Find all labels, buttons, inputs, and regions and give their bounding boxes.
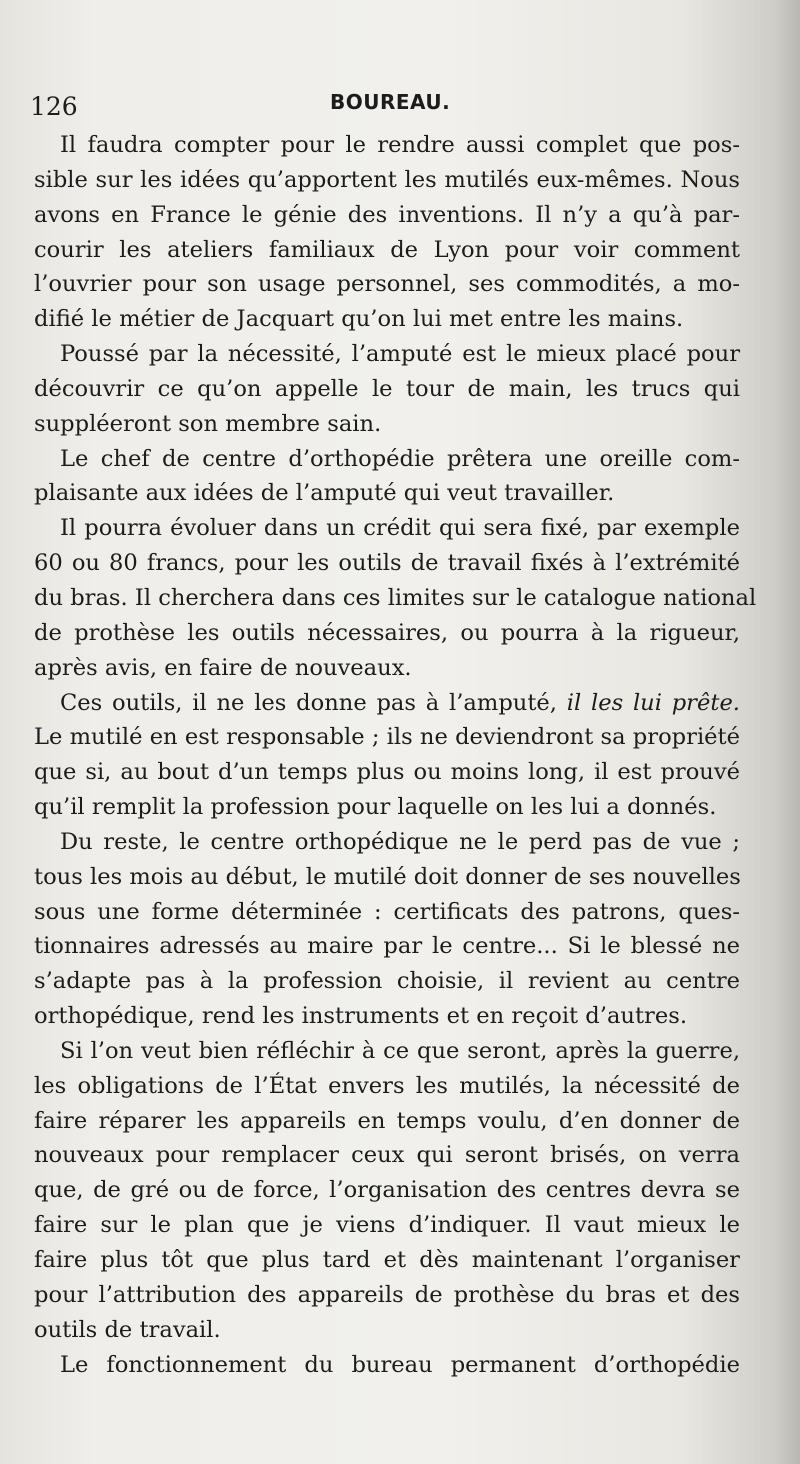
text-line: sible sur les idées qu’apportent les mutilés eux-mêmes. Nous	[34, 166, 740, 193]
text-line: après avis, en faire de nouveaux.	[34, 654, 412, 681]
text-line: Si l’on veut bien réfléchir à ce que seront, après la guerre,	[60, 1037, 740, 1064]
text-line: faire plus tôt que plus tard et dès maintenant l’organiser	[34, 1247, 740, 1273]
text-line: plaisante aux idées de l’amputé qui veut travailler.	[34, 480, 615, 507]
paragraph	[34, 686, 740, 825]
text-line: faire réparer les appareils en temps voulu, d’en donner de	[34, 1107, 740, 1134]
text-line: Du reste, le centre orthopédique ne le perd pas de vue ;	[60, 828, 740, 855]
text-line: Il pourra évoluer dans un crédit qui sera fixé, par exemple	[60, 515, 740, 542]
emphasis: il les lui prête.	[566, 689, 740, 716]
text-line: que, de gré ou de force, l’organisation des centres devra se	[34, 1177, 740, 1204]
text-line: Ces outils, il ne les donne pas à l’amputé, il les lui prête.	[60, 689, 740, 716]
text-line: s’adapte pas à la profession choisie, il revient au centre	[34, 968, 740, 995]
text-line: que si, au bout d’un temps plus ou moins long, il est prouvé	[34, 759, 740, 786]
paragraph	[34, 825, 740, 1034]
text-line: l’ouvrier pour son usage personnel, ses commodités, a mo-	[34, 271, 740, 298]
page-number: 126	[30, 92, 78, 121]
body-text	[34, 128, 757, 1382]
paragraph	[34, 337, 740, 442]
text-line: nouveaux pour remplacer ceux qui seront brisés, on verra	[34, 1142, 740, 1169]
paragraph	[34, 442, 740, 512]
text-line: 60 ou 80 francs, pour les outils de travail fixés à l’extrémité	[34, 550, 740, 577]
text-line: courir les ateliers familiaux de Lyon pour voir comment	[34, 236, 740, 263]
text-line: du bras. Il cherchera dans ces limites sur le catalogue national	[34, 584, 757, 611]
running-head: BOUREAU.	[330, 90, 451, 114]
text-line: découvrir ce qu’on appelle le tour de main, les trucs qui	[34, 375, 740, 402]
text-line: pour l’attribution des appareils de prothèse du bras et des	[34, 1281, 740, 1308]
text-line: de prothèse les outils nécessaires, ou pourra à la rigueur,	[34, 619, 740, 646]
text-line: Le mutilé en est responsable ; ils ne deviendront sa propriété	[34, 724, 740, 751]
paragraph	[34, 511, 757, 685]
text-line: Le fonctionnement du bureau permanent d’orthopédie	[60, 1351, 740, 1378]
text-line: Il faudra compter pour le rendre aussi complet que pos-	[60, 132, 740, 158]
paragraph	[34, 1348, 740, 1383]
paragraph	[34, 128, 740, 337]
text-line: difié le métier de Jacquart qu’on lui met entre les mains.	[34, 306, 684, 333]
text-line: sous une forme déterminée : certificats des patrons, ques-	[34, 898, 740, 925]
text-line: tionnaires adressés au maire par le centre... Si le blessé ne	[34, 933, 740, 960]
text-line: les obligations de l’État envers les mutilés, la nécessité de	[34, 1072, 740, 1099]
text-line: avons en France le génie des inventions. Il n’y a qu’à par-	[34, 201, 740, 228]
text-line: faire sur le plan que je viens d’indiquer. Il vaut mieux le	[34, 1212, 740, 1239]
text-line: outils de travail.	[34, 1316, 221, 1343]
text-line: tous les mois au début, le mutilé doit donner de ses nouvelles	[34, 863, 741, 890]
text-line: orthopédique, rend les instruments et en reçoit d’autres.	[34, 1003, 688, 1030]
text-line: suppléeront son membre sain.	[34, 410, 382, 437]
text-line: Le chef de centre d’orthopédie prêtera une oreille com-	[60, 445, 740, 472]
paragraph	[34, 1034, 740, 1348]
text-line: Poussé par la nécessité, l’amputé est le mieux placé pour	[60, 341, 740, 368]
text-line: qu’il remplit la profession pour laquelle on les lui a donnés.	[34, 794, 717, 821]
